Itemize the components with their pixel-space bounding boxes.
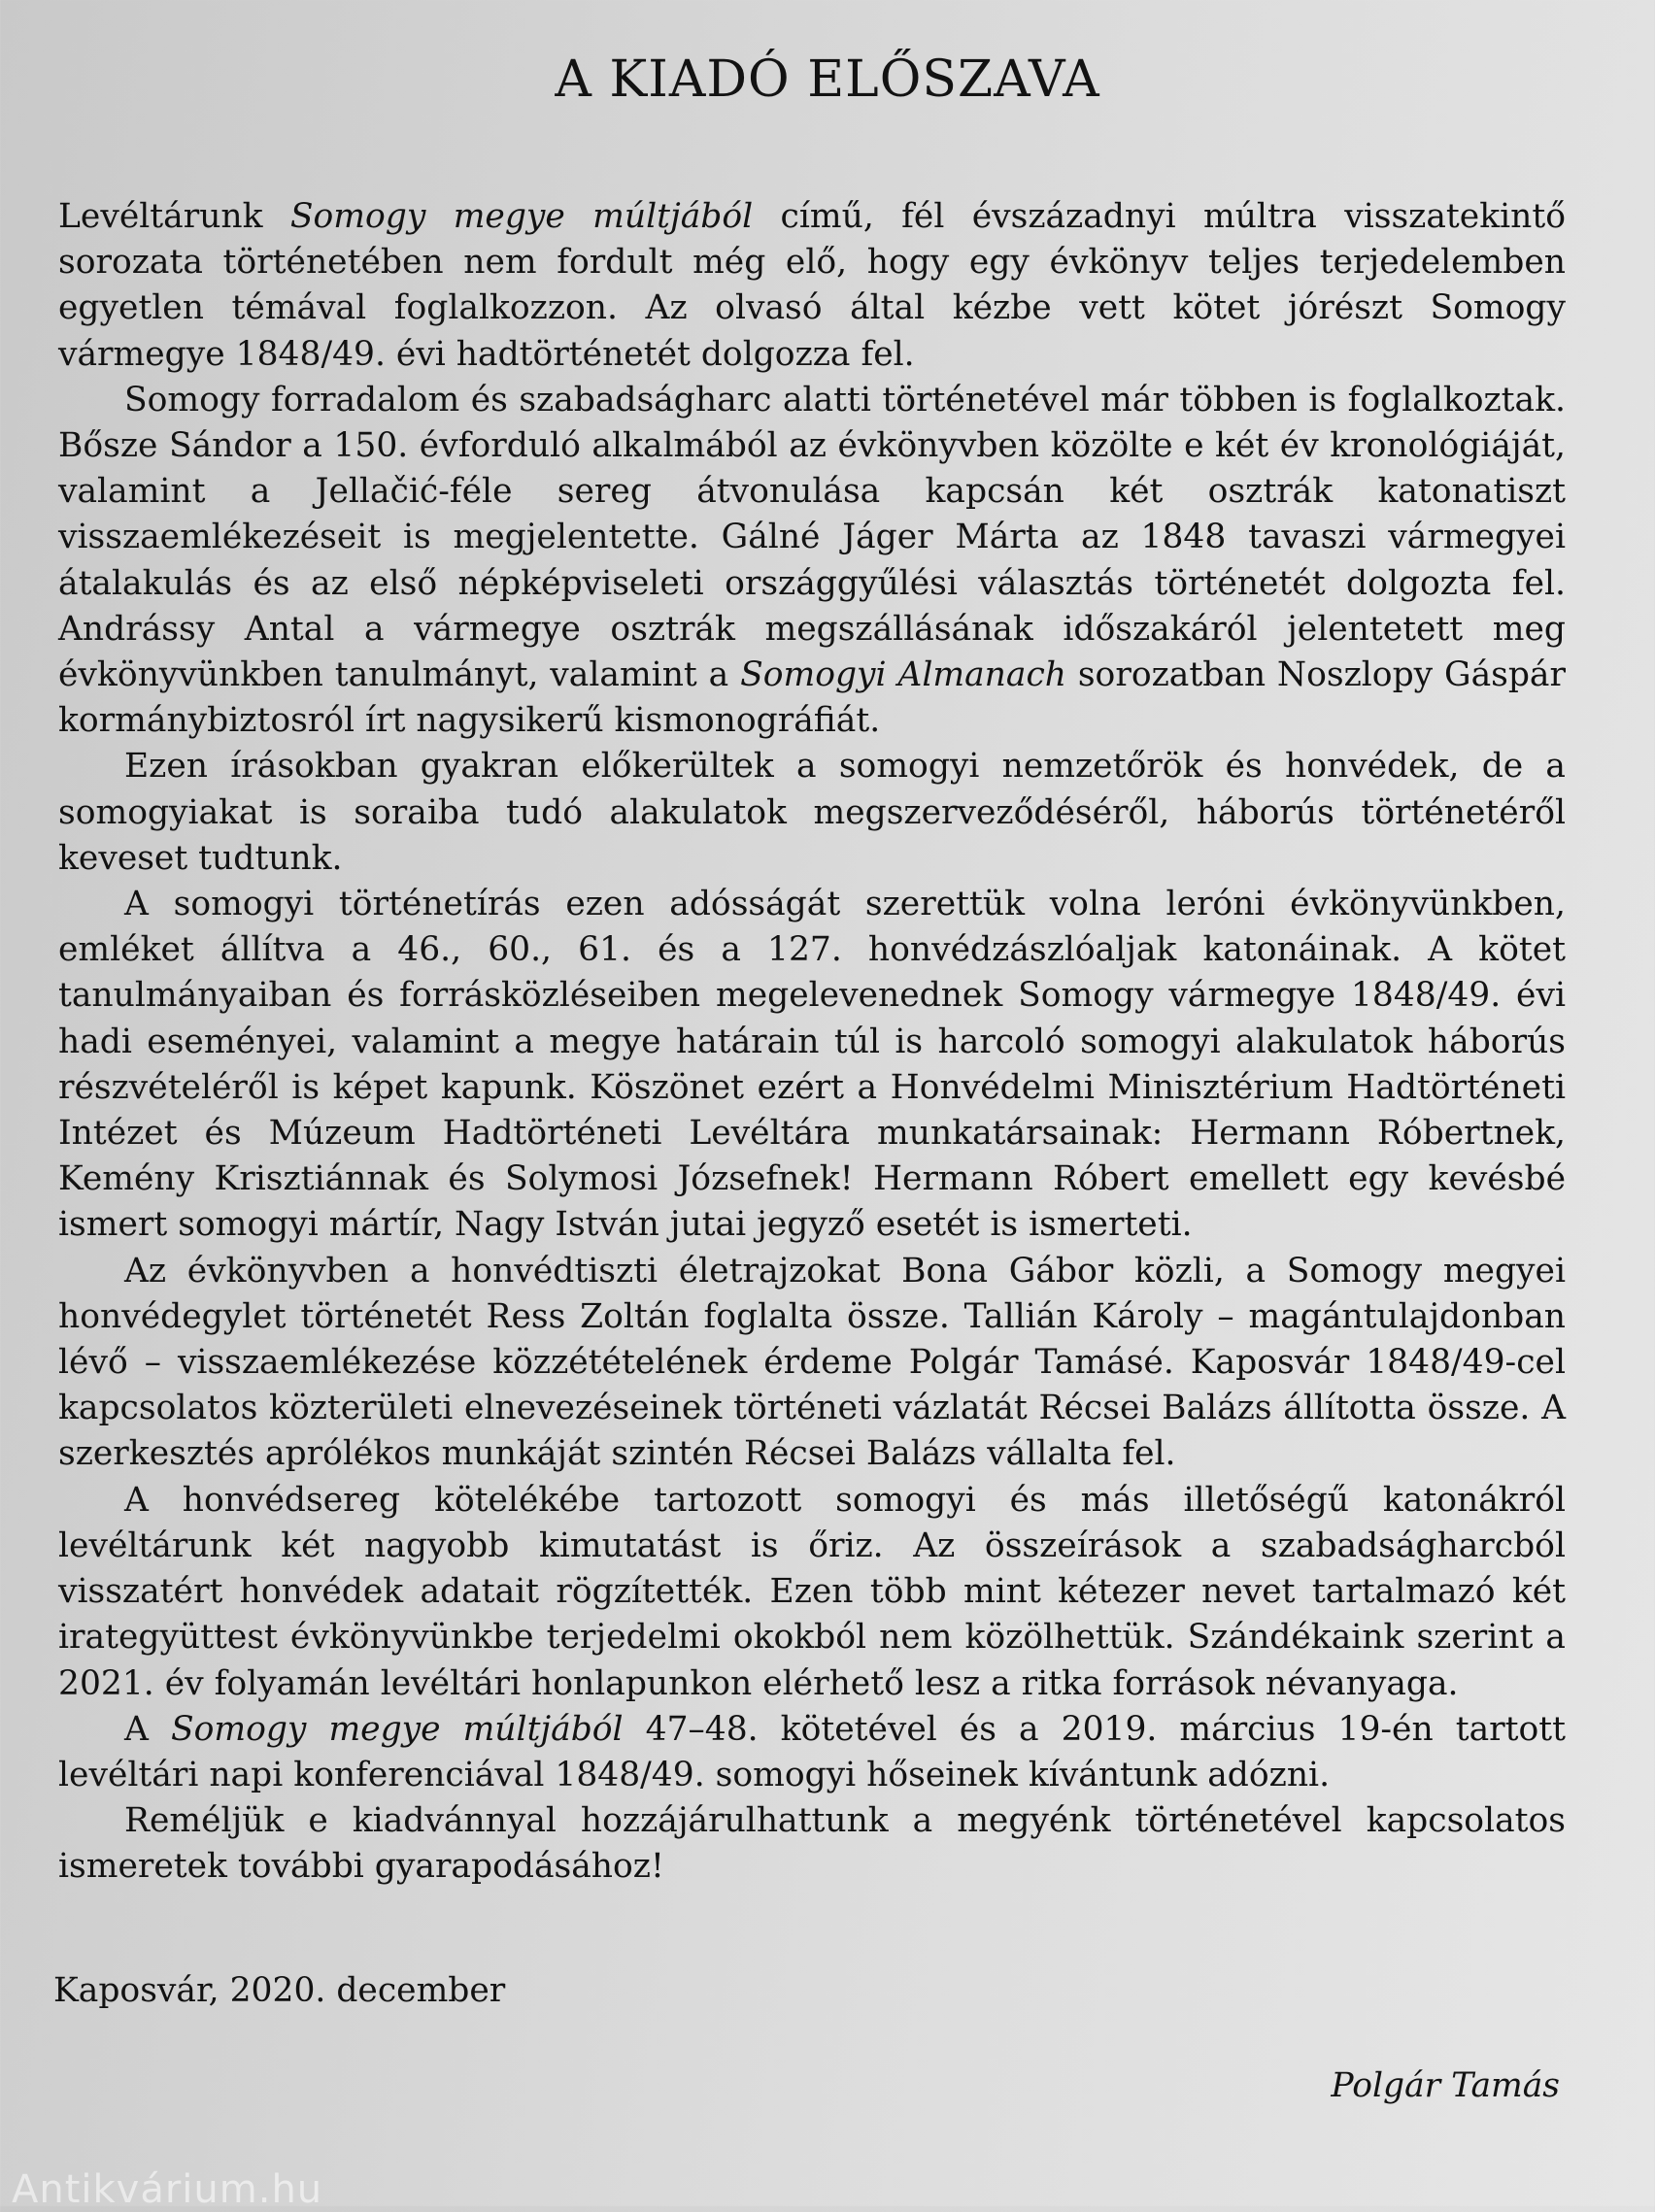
italic-title-run: Somogyi Almanach <box>740 655 1066 695</box>
text-run: Ezen írásokban gyakran előkerültek a somogyi nemzetőrök és honvédek, de a somogyiakat is soraiba tudó alakulatok megszerveződéséről, háborús történetéről keveset tudtunk. <box>58 747 1566 878</box>
text-run: Somogy forradalom és szabadságharc alatti történetével már többen is foglalkoztak. Bősze Sándor a 150. évforduló alkalmából az évkönyvben közölte e két év kronológiáját, valamint a Jellačić-féle sereg átvonulása kapcsán két osztrák katonatiszt visszaemlékezéseit is megjelentette. Gálné Jáger Márta az 1848 tavaszi vármegyei átalakulás és az első népképviseleti országgyűlési választás történetét dolgozta fel. Andrássy Antal a vármegye osztrák megszállásának időszakáról jelentetett meg évkönyvünkben tanulmányt, valamint a <box>58 380 1566 695</box>
paragraph <box>58 1249 1566 1478</box>
page-title: A KIADÓ ELŐSZAVA <box>555 50 1100 109</box>
paragraph <box>58 882 1566 1249</box>
text-run: Levéltárunk <box>58 197 290 236</box>
paragraph <box>58 744 1566 882</box>
text-run: A somogyi történetírás ezen adósságát szerettük volna leróni évkönyvünkben, emléket állítva a 46., 60., 61. és a 127. honvédzászlóaljak katonáinak. A kötet tanulmányaiban és forrásközléseiben megelevenednek Somogy vármegye 1848/49. évi hadi eseményei, valamint a megye határain túl is harcoló somogyi alakulatok háborús részvételéről is képet kapunk. Köszönet ezért a Honvédelmi Minisztérium Hadtörténeti Intézet és Múzeum Hadtörténeti Levéltára munkatársainak: Hermann Róbertnek, Kemény Krisztiánnak és Solymosi Józsefnek! Hermann Róbert emellett egy kevésbé ismert somogyi mártír, Nagy István jutai jegyző esetét is ismerteti. <box>58 885 1566 1245</box>
text-run: sorozatban Noszlopy Gáspár kormánybiztosról írt nagysikerű kismonográfiát. <box>58 655 1566 741</box>
text-run: Az évkönyvben a honvédtiszti életrajzokat Bona Gábor közli, a Somogy megyei honvédegylet történetét Ress Zoltán foglalta össze. Tallián Károly – magántulajdonban lévő – visszaemlékezése közzétételének érdeme Polgár Tamásé. Kaposvár 1848/49-cel kapcsolatos közterületi elnevezéseinek történeti vázlatát Récsei Balázs állította össze. A szerkesztés aprólékos munkáját szintén Récsei Balázs vállalta fel. <box>58 1251 1566 1474</box>
italic-title-run: Somogy megye múltjából <box>289 197 754 236</box>
paragraph <box>58 194 1566 378</box>
preface-body <box>58 194 1566 1891</box>
text-run: A <box>124 1709 171 1749</box>
paragraph <box>58 1478 1566 1707</box>
paragraph <box>58 1798 1566 1890</box>
text-run: 47–48. kötetével és a 2019. március 19-én tartott levéltári napi konferenciával 1848/49. somogyi hőseinek kívántunk adózni. <box>58 1709 1567 1794</box>
author-signature: Polgár Tamás <box>1331 2066 1560 2105</box>
place-date: Kaposvár, 2020. december <box>53 1971 506 2010</box>
paragraph <box>58 378 1566 745</box>
text-run: című, fél évszázadnyi múltra visszatekintő sorozata történetében nem fordult még elő, hogy egy évkönyv teljes terjedelemben egyetlen témával foglalkozzon. Az olvasó által kézbe vett kötet jórészt Somogy vármegye 1848/49. évi hadtörténetét dolgozza fel. <box>58 197 1566 374</box>
text-run: A honvédsereg kötelékébe tartozott somogyi és más illetőségű katonákról levéltárunk két nagyobb kimutatást is őriz. Az összeírások a szabadságharcból visszatért honvédek adatait rögzítették. Ezen több mint kétezer nevet tartalmazó két irategyüttest évkönyvünkbe terjedelmi okokból nem közölhettük. Szándékaink szerint a 2021. év folyamán levéltári honlapunkon elérhető lesz a ritka források névanyaga. <box>58 1480 1566 1703</box>
watermark: Antikvárium.hu <box>12 2167 323 2212</box>
text-run: Reméljük e kiadvánnyal hozzájárulhattunk a megyénk történetével kapcsolatos ismeretek további gyarapodásához! <box>58 1801 1566 1887</box>
italic-title-run: Somogy megye múltjából <box>170 1709 624 1749</box>
paragraph <box>58 1707 1566 1798</box>
